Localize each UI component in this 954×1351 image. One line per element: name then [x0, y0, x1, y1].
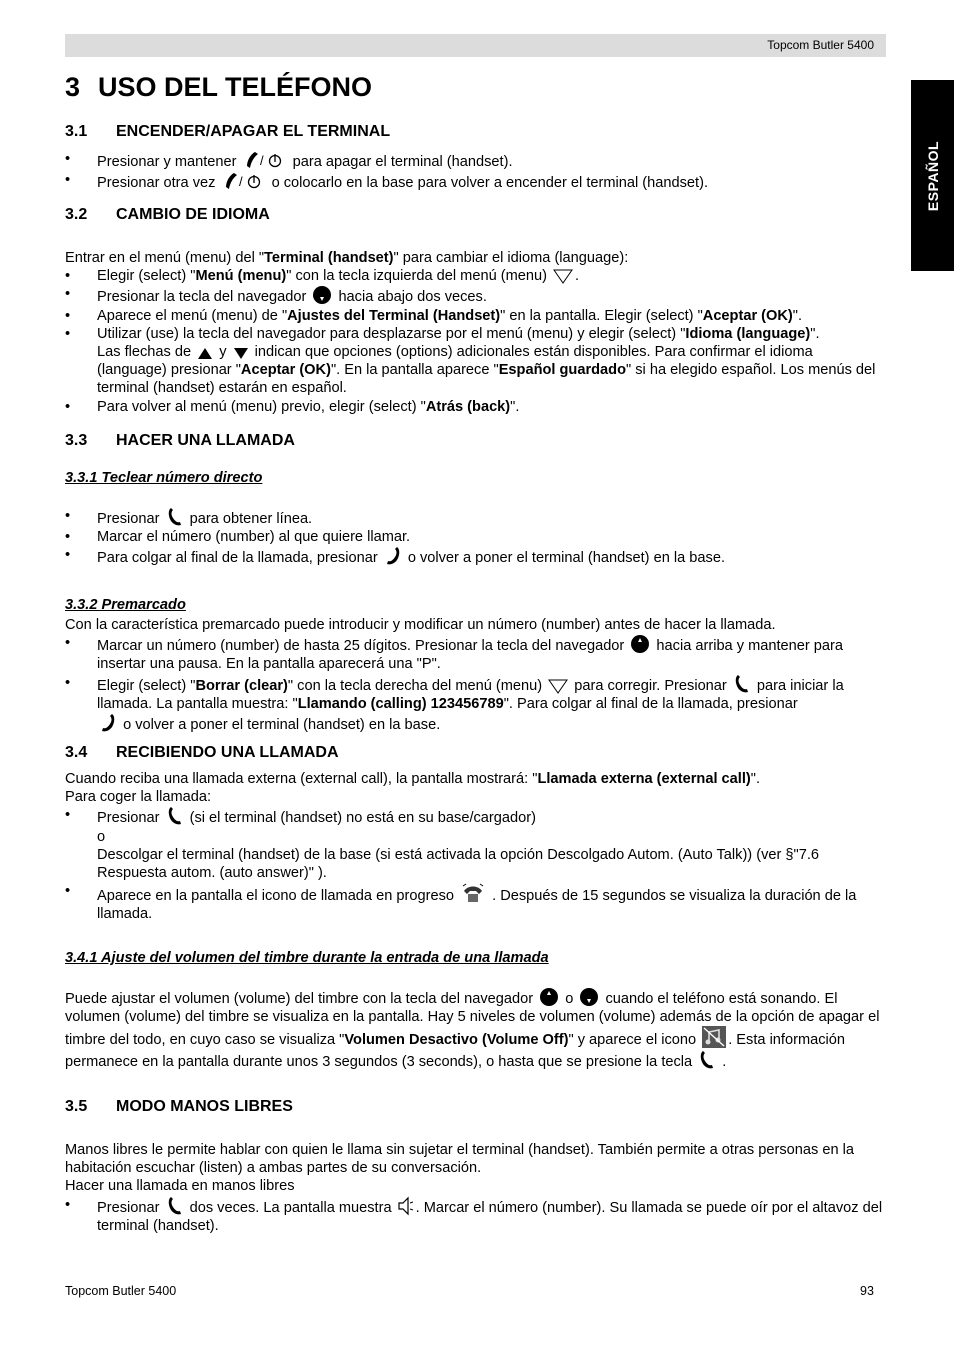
- left-menu-key-icon: [553, 268, 573, 284]
- list-item: • Presionar para obtener línea.: [65, 507, 885, 528]
- talk-key-icon: [698, 1050, 716, 1070]
- section-3-2-heading: [65, 205, 270, 225]
- list-item: • Para colgar al final de la llamada, presionar o volver a poner el terminal (handset) en la base.: [65, 546, 885, 567]
- navigator-down-icon: [579, 987, 599, 1007]
- right-menu-key-icon: [548, 678, 568, 694]
- paragraph: Hacer una llamada en manos libres: [65, 1178, 295, 1195]
- footer-product: Topcom Butler 5400: [65, 1284, 177, 1298]
- navigator-up-icon: [539, 987, 559, 1007]
- side-tab-label: ESPAÑOL: [924, 140, 941, 211]
- talk-key-icon: [166, 1196, 184, 1216]
- section-number: 3.5: [65, 1098, 88, 1115]
- paragraph: Para coger la llamada:: [65, 789, 212, 806]
- header-product: Topcom Butler 5400: [767, 38, 874, 52]
- section-3-4-body: [65, 770, 885, 924]
- arrow-up-icon: [197, 346, 213, 360]
- navigator-down-icon: [312, 285, 332, 305]
- chapter-title: [65, 70, 372, 104]
- page-number: 93: [860, 1284, 874, 1298]
- list-item: • Presionar (si el terminal (handset) no está en su base/cargador) o Descolgar el terminal (handset) de la base (si está activada la opción Descolgado Autom. (Auto Talk)) (ver §"7.6 Respuesta autom. (auto answer)" ).: [65, 806, 885, 882]
- list-item: • Elegir (select) "Menú (menu)" con la tecla izquierda del menú (menu) .: [65, 267, 885, 285]
- paragraph: Cuando reciba una llamada externa (external call), la pantalla mostrará: "Llamada externa (external call)".: [65, 771, 761, 787]
- talk-key-icon: [166, 507, 184, 527]
- list-item: • Marcar el número (number) al que quiere llamar.: [65, 528, 885, 546]
- subsection-3-3-2-body: [65, 616, 885, 734]
- section-title: HACER UNA LLAMADA: [116, 432, 295, 449]
- section-3-2-list: [65, 267, 885, 416]
- subsection-3-3-1-heading: 3.3.1 Teclear número directo: [65, 470, 263, 486]
- language-side-tab: [911, 80, 954, 271]
- chapter-number: 3: [65, 72, 81, 102]
- section-number: 3.4: [65, 744, 88, 761]
- list-item: • Presionar la tecla del navegador hacia abajo dos veces.: [65, 285, 885, 306]
- paragraph: Manos libres le permite hablar con quien le llama sin sujetar el terminal (handset). También permite a otras personas en la habitación escuchar (listen) a ambas partes de su conversación.: [65, 1142, 855, 1177]
- ringer-off-icon: [702, 1026, 726, 1048]
- section-3-1-heading: [65, 122, 390, 142]
- subsection-3-3-1-list: [65, 507, 885, 568]
- subsection-3-3-2-list: [65, 634, 885, 734]
- hang-up-key-icon: [99, 713, 117, 733]
- section-number: 3.3: [65, 432, 88, 449]
- handset-power-icon: [243, 150, 287, 170]
- section-3-5-body: [65, 1141, 885, 1235]
- subsection-3-4-1-heading: 3.4.1 Ajuste del volumen del timbre durante la entrada de una llamada: [65, 950, 549, 966]
- svg-text:/: /: [238, 174, 243, 190]
- section-3-1-list: [65, 150, 885, 192]
- section-title: CAMBIO DE IDIOMA: [116, 206, 270, 223]
- list-item: • Presionar otra vez / o colocarlo en la base para volver a encender el terminal (handset).: [65, 171, 885, 192]
- call-in-progress-icon: [460, 882, 486, 904]
- list-item: • Presionar dos veces. La pantalla muestra . Marcar el número (number). Su llamada se puede oír por el altavoz del terminal (handset).: [65, 1196, 885, 1235]
- list-item: • Para volver al menú (menu) previo, elegir (select) "Atrás (back)".: [65, 398, 885, 416]
- talk-key-icon: [733, 674, 751, 694]
- speaker-icon: [398, 1196, 414, 1216]
- section-number: 3.2: [65, 206, 88, 223]
- paragraph: Entrar en el menú (menu) del "Terminal (handset)" para cambiar el idioma (language):: [65, 250, 629, 266]
- handset-power-icon: [222, 171, 266, 191]
- section-title: ENCENDER/APAGAR EL TERMINAL: [116, 123, 391, 140]
- section-3-4-heading: [65, 743, 339, 763]
- section-number: 3.1: [65, 123, 88, 140]
- chapter-title-text: USO DEL TELÉFONO: [98, 72, 373, 102]
- list-item: • Elegir (select) "Borrar (clear)" con la tecla derecha del menú (menu) para corregir. Presionar para iniciar la llamada. La pantalla muestra: "Llamando (calling) 123456789". Para colgar al final de la llamada, presionar o volver a poner el terminal (handset) en la base.: [65, 674, 885, 735]
- section-title: MODO MANOS LIBRES: [116, 1098, 293, 1115]
- section-3-5-list: [65, 1196, 885, 1235]
- arrow-down-icon: [233, 346, 249, 360]
- subsection-3-3-2-heading: 3.3.2 Premarcado: [65, 597, 186, 613]
- section-3-4-list: [65, 806, 885, 923]
- navigator-up-icon: [630, 634, 650, 654]
- list-item: • Utilizar (use) la tecla del navegador para desplazarse por el menú (menu) y elegir (select) "Idioma (language)". Las flechas de y indican que opciones (options) adicionales están disponibles. Para confirmar el idioma (language) presionar "Aceptar (OK)". En la pantalla aparece "Español guardado" si ha elegido español. Los menús del terminal (handset) estarán en español.: [65, 325, 885, 398]
- header-bar: [65, 34, 886, 57]
- section-3-2-body: [65, 249, 885, 416]
- section-title: RECIBIENDO UNA LLAMADA: [116, 744, 339, 761]
- paragraph: Con la característica premarcado puede introducir y modificar un número (number) antes de hacer la llamada.: [65, 617, 776, 633]
- svg-text:/: /: [259, 153, 264, 168]
- list-item: • Aparece en la pantalla el icono de llamada en progreso . Después de 15 segundos se visualiza la duración de la llamada.: [65, 882, 885, 923]
- section-3-5-heading: [65, 1097, 293, 1117]
- talk-key-icon: [166, 806, 184, 826]
- list-item: • Aparece el menú (menu) de "Ajustes del Terminal (Handset)" en la pantalla. Elegir (select) "Aceptar (OK)".: [65, 307, 885, 325]
- paragraph: Puede ajustar el volumen (volume) del timbre con la tecla del navegador o cuando el teléfono está sonando. El volumen (volume) del timbre se visualiza en la pantalla. Hay 5 niveles de volumen (volume) además de la opción de apagar el timbre del todo, en cuyo caso se visualiza "Volumen Desactivo (Volume Off)" y aparece el icono . Esta información permanece en la pantalla durante unos 3 segundos (3 seconds), o hasta que se presione la tecla .: [65, 987, 885, 1071]
- list-item: • Marcar un número (number) de hasta 25 dígitos. Presionar la tecla del navegador hacia arriba y mantener para insertar una pausa. En la pantalla aparecerá una "P".: [65, 634, 885, 673]
- hang-up-key-icon: [384, 546, 402, 566]
- section-3-3-heading: [65, 431, 295, 451]
- list-item: • Presionar y mantener / para apagar el terminal (handset).: [65, 150, 885, 171]
